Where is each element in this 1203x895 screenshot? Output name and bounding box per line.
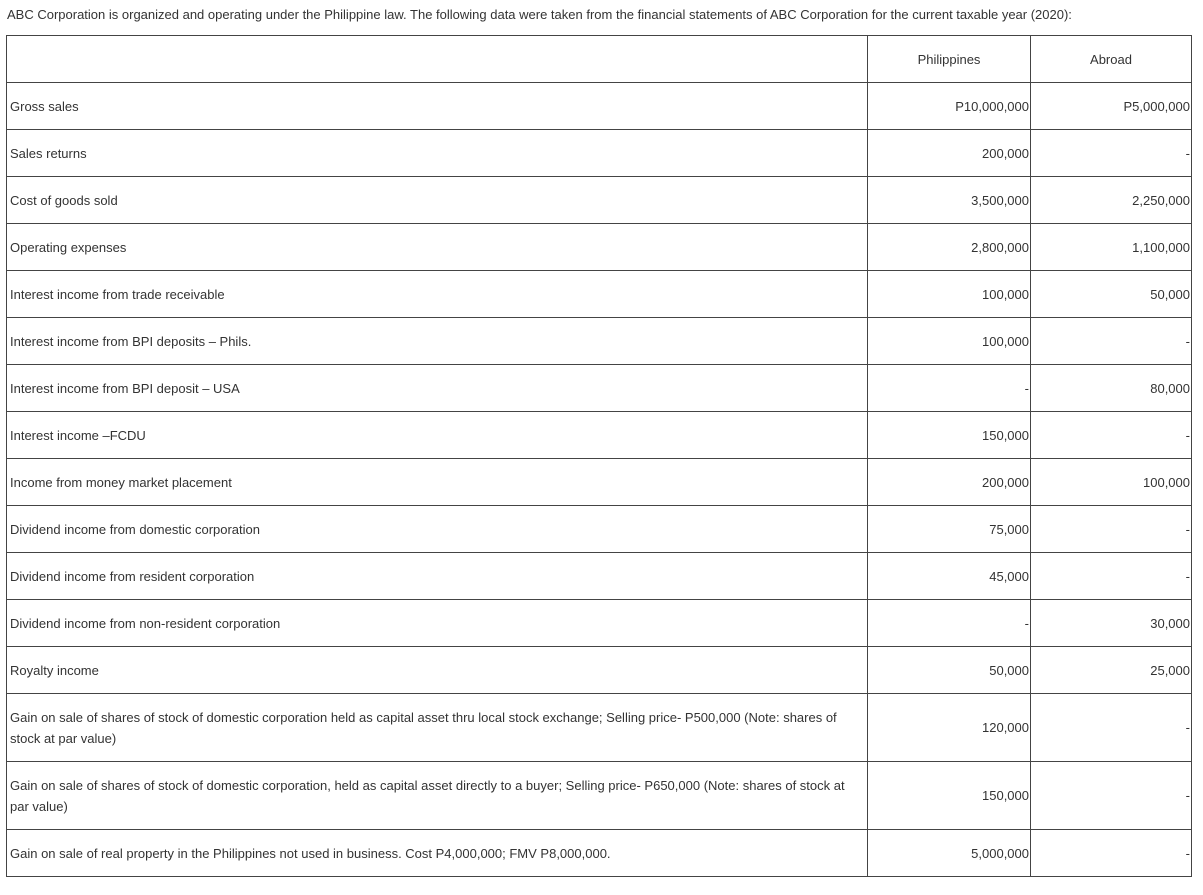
table-row [7,224,1192,271]
philippines-value: - [868,365,1031,412]
abroad-value: P5,000,000 [1031,83,1192,130]
abroad-value: - [1031,130,1192,177]
philippines-value: 5,000,000 [868,830,1031,877]
row-label: Interest income from BPI deposit – USA [7,365,868,412]
table-row [7,506,1192,553]
philippines-value: 100,000 [868,271,1031,318]
abroad-value: - [1031,553,1192,600]
philippines-value: 50,000 [868,647,1031,694]
abroad-value: 25,000 [1031,647,1192,694]
table-row [7,365,1192,412]
abroad-value: 2,250,000 [1031,177,1192,224]
table-row [7,694,1192,762]
row-label: Interest income –FCDU [7,412,868,459]
abroad-value: 100,000 [1031,459,1192,506]
row-label: Interest income from trade receivable [7,271,868,318]
table-row [7,318,1192,365]
abroad-value: 30,000 [1031,600,1192,647]
row-label: Gain on sale of shares of stock of domestic corporation held as capital asset thru local stock exchange; Selling price- P500,000 (Note: shares of stock at par value) [7,694,868,762]
philippines-value: 150,000 [868,762,1031,830]
philippines-value: 200,000 [868,459,1031,506]
table-row [7,553,1192,600]
abroad-value: 50,000 [1031,271,1192,318]
philippines-value: 2,800,000 [868,224,1031,271]
abroad-value: - [1031,830,1192,877]
philippines-value: 3,500,000 [868,177,1031,224]
row-label: Income from money market placement [7,459,868,506]
table-row [7,600,1192,647]
table-header-row [7,36,1192,83]
row-label: Operating expenses [7,224,868,271]
row-label: Sales returns [7,130,868,177]
abroad-value: - [1031,318,1192,365]
abroad-value: 80,000 [1031,365,1192,412]
row-label: Royalty income [7,647,868,694]
philippines-value: - [868,600,1031,647]
row-label: Gain on sale of shares of stock of domestic corporation, held as capital asset directly to a buyer; Selling price- P650,000 (Note: shares of stock at par value) [7,762,868,830]
row-label: Cost of goods sold [7,177,868,224]
abroad-value: - [1031,762,1192,830]
philippines-value: 45,000 [868,553,1031,600]
philippines-value: 100,000 [868,318,1031,365]
row-label: Dividend income from domestic corporation [7,506,868,553]
table-row [7,647,1192,694]
row-label: Dividend income from non-resident corporation [7,600,868,647]
intro-text: ABC Corporation is organized and operating under the Philippine law. The following data were taken from the financial statements of ABC Corporation for the current taxable year (2020): [7,7,1072,22]
header-abroad: Abroad [1031,36,1192,83]
table-row [7,177,1192,224]
table-row [7,459,1192,506]
philippines-value: 75,000 [868,506,1031,553]
philippines-value: 200,000 [868,130,1031,177]
philippines-value: P10,000,000 [868,83,1031,130]
table-row [7,130,1192,177]
table-row [7,830,1192,877]
abroad-value: 1,100,000 [1031,224,1192,271]
header-item [7,36,868,83]
abroad-value: - [1031,506,1192,553]
philippines-value: 120,000 [868,694,1031,762]
row-label: Dividend income from resident corporation [7,553,868,600]
table-row [7,412,1192,459]
row-label: Interest income from BPI deposits – Phils. [7,318,868,365]
philippines-value: 150,000 [868,412,1031,459]
abroad-value: - [1031,412,1192,459]
financial-data-table [6,35,1192,877]
header-philippines: Philippines [868,36,1031,83]
abroad-value: - [1031,694,1192,762]
table-row [7,762,1192,830]
table-row [7,83,1192,130]
row-label: Gain on sale of real property in the Philippines not used in business. Cost P4,000,000; FMV P8,000,000. [7,830,868,877]
row-label: Gross sales [7,83,868,130]
table-row [7,271,1192,318]
